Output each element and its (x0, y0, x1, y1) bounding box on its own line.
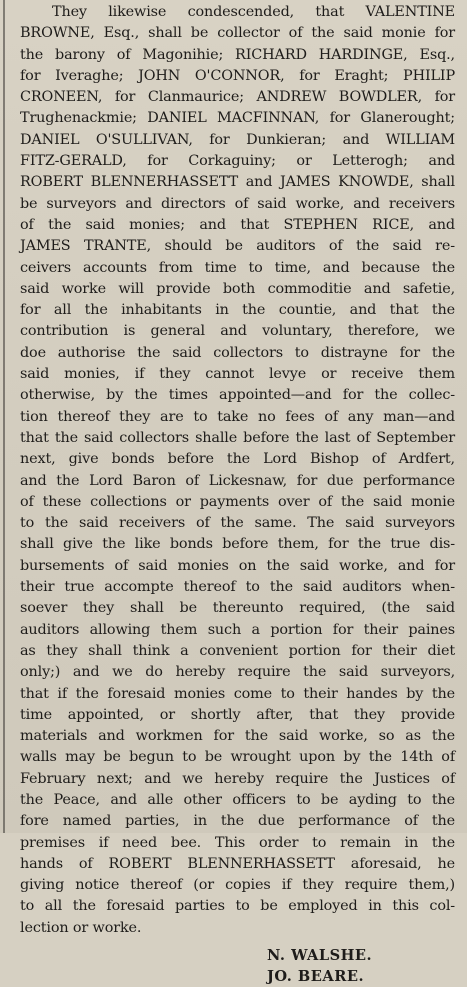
article-line: their true accompte thereof to the said auditors when- (20, 579, 455, 596)
article-line: ceivers accounts from time to time, and because the (20, 259, 455, 276)
article-line: soever they shall be thereunto required, (the said (20, 600, 455, 617)
article-line: doe authorise the said collectors to distrayne for the (20, 344, 455, 361)
article-line: of the said monies; and that STEPHEN RICE, and (20, 216, 455, 233)
article-line: time appointed, or shortly after, that they provide (20, 706, 455, 723)
article-line: of these collections or payments over of the said monie (20, 493, 455, 510)
article-line: giving notice thereof (or copies if they require them,) (20, 877, 455, 894)
article-line: to the said receivers of the same. The said surveyors (20, 515, 455, 532)
article-line: that the said collectors shalle before the last of September (20, 429, 455, 446)
article-line: for all the inhabitants in the countie, and that the (20, 302, 455, 319)
article-line: contribution is general and voluntary, therefore, we (20, 323, 455, 340)
article-line: said worke will provide both commoditie and safetie, (20, 280, 455, 297)
column-rule (3, 0, 5, 833)
article-line: the Peace, and alle other officers to be ayding to the (20, 791, 455, 808)
article-line: for Iveraghe; JOHN O'CONNOR, for Eraght; PHILIP (20, 67, 455, 84)
article-line: to all the foresaid parties to be employed in this col- (20, 898, 455, 915)
article-line: otherwise, by the times appointed—and for the collec- (20, 387, 455, 404)
article-line: be surveyors and directors of said worke, and receivers (20, 195, 455, 212)
article-line: JAMES TRANTE, should be auditors of the said re- (20, 238, 455, 255)
article-line: ROBERT BLENNERHASSETT and JAMES KNOWDE, shall (20, 174, 455, 191)
article-body (20, 2, 455, 939)
article-line: CRONEEN, for Clanmaurice; ANDREW BOWDLER, for (20, 89, 455, 106)
article-line: DANIEL O'SULLIVAN, for Dunkieran; and WILLIAM (20, 131, 455, 148)
article-line: shall give the like bonds before them, for the true dis- (20, 536, 455, 553)
article-line: They likewise condescended, that VALENTINE (52, 4, 455, 20)
article-line: February next; and we hereby require the Justices of (20, 770, 455, 787)
article-line: next, give bonds before the Lord Bishop of Ardfert, (20, 451, 455, 468)
article-line: fore named parties, in the due performance of the (20, 813, 455, 830)
signature-beare: JO. BEARE. (267, 968, 365, 986)
article-line: tion thereof they are to take no fees of any man—and (20, 408, 455, 425)
article-line: premises if need bee. This order to remain in the (20, 834, 455, 851)
article-line: Trughenackmie; DANIEL MACFINNAN, for Glanerought; (20, 110, 455, 127)
article-line: BROWNE, Esq., shall be collector of the said monie for (20, 25, 455, 42)
article-line: auditors allowing them such a portion for their paines (20, 621, 455, 638)
article-line: hands of ROBERT BLENNERHASSETT aforesaid, he (20, 855, 455, 872)
article-line: said monies, if they cannot levye or receive them (20, 366, 455, 383)
article-line: FITZ-GERALD, for Corkaguiny; or Letterogh; and (20, 153, 455, 170)
article-line: walls may be begun to be wrought upon by the 14th of (20, 749, 455, 766)
article-line: lection or worke. (20, 919, 142, 936)
article-line: materials and workmen for the said worke, so as the (20, 728, 455, 745)
article-line: the barony of Magonihie; RICHARD HARDINGE, Esq., (20, 46, 455, 63)
article-line: only;) and we do hereby require the said surveyors, (20, 664, 455, 681)
article-line: and the Lord Baron of Lickesnaw, for due performance (20, 472, 455, 489)
signature-walshe: N. WALSHE. (267, 947, 373, 965)
article-line: as they shall think a convenient portion for their diet (20, 642, 455, 659)
article-line: that if the foresaid monies come to their handes by the (20, 685, 455, 702)
article-line: bursements of said monies on the said worke, and for (20, 557, 455, 574)
